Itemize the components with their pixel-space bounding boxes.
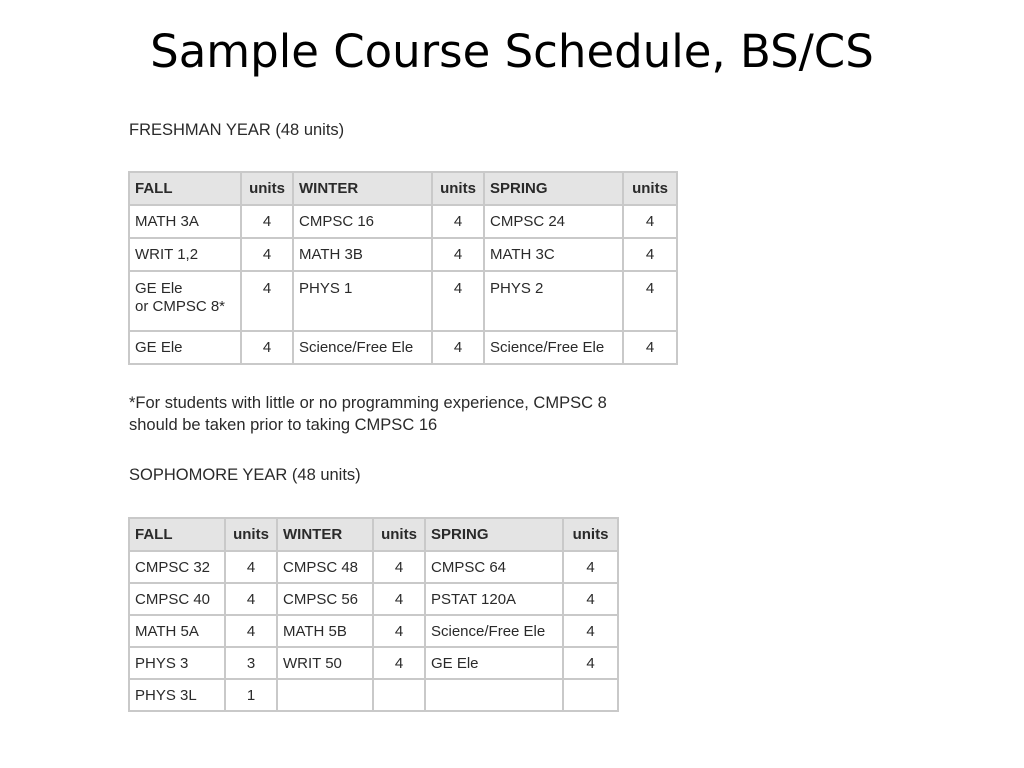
course-cell: MATH 3A — [129, 205, 241, 238]
units-cell: 1 — [225, 679, 277, 711]
course-cell: MATH 3B — [293, 238, 432, 271]
header-units: units — [432, 172, 484, 205]
units-cell: 4 — [563, 615, 618, 647]
course-cell: Science/Free Ele — [293, 331, 432, 364]
course-cell: CMPSC 24 — [484, 205, 623, 238]
units-cell: 4 — [623, 238, 677, 271]
course-cell: CMPSC 64 — [425, 551, 563, 583]
header-units: units — [563, 518, 618, 551]
table-row — [129, 679, 618, 711]
footnote-line: *For students with little or no programming experience, CMPSC 8 — [129, 394, 607, 412]
programming-experience-footnote — [129, 392, 607, 436]
units-cell: 4 — [225, 583, 277, 615]
header-units: units — [623, 172, 677, 205]
units-cell: 4 — [241, 331, 293, 364]
units-cell: 4 — [432, 238, 484, 271]
units-cell: 4 — [373, 615, 425, 647]
units-cell: 4 — [241, 205, 293, 238]
course-cell: MATH 5A — [129, 615, 225, 647]
units-cell — [373, 679, 425, 711]
header-spring: SPRING — [425, 518, 563, 551]
units-cell: 4 — [373, 647, 425, 679]
units-cell: 4 — [623, 331, 677, 364]
course-cell: Science/Free Ele — [484, 331, 623, 364]
course-cell: GE Ele — [425, 647, 563, 679]
course-cell: PHYS 2 — [484, 271, 623, 331]
course-cell: CMPSC 40 — [129, 583, 225, 615]
header-fall: FALL — [129, 518, 225, 551]
course-cell — [425, 679, 563, 711]
table-header-row — [129, 518, 618, 551]
table-row — [129, 647, 618, 679]
course-cell: MATH 3C — [484, 238, 623, 271]
units-cell: 4 — [373, 583, 425, 615]
table-row — [129, 615, 618, 647]
header-fall: FALL — [129, 172, 241, 205]
course-cell: CMPSC 56 — [277, 583, 373, 615]
units-cell: 4 — [432, 271, 484, 331]
units-cell: 3 — [225, 647, 277, 679]
units-cell: 4 — [432, 205, 484, 238]
units-cell: 4 — [563, 583, 618, 615]
sophomore-year-heading: SOPHOMORE YEAR (48 units) — [129, 466, 361, 484]
course-cell: PSTAT 120A — [425, 583, 563, 615]
course-cell: PHYS 3 — [129, 647, 225, 679]
table-row — [129, 205, 677, 238]
course-cell: GE Ele or CMPSC 8* — [129, 271, 241, 331]
course-cell: CMPSC 48 — [277, 551, 373, 583]
header-winter: WINTER — [293, 172, 432, 205]
header-units: units — [241, 172, 293, 205]
units-cell: 4 — [225, 551, 277, 583]
freshman-year-heading: FRESHMAN YEAR (48 units) — [129, 121, 345, 139]
table-row — [129, 331, 677, 364]
units-cell: 4 — [563, 647, 618, 679]
units-cell: 4 — [623, 271, 677, 331]
course-cell: GE Ele — [129, 331, 241, 364]
slide-title: Sample Course Schedule, BS/CS — [150, 25, 874, 78]
units-cell: 4 — [432, 331, 484, 364]
footnote-line: should be taken prior to taking CMPSC 16 — [129, 416, 438, 434]
units-cell: 4 — [241, 271, 293, 331]
sophomore-schedule-table — [128, 517, 619, 712]
course-cell — [277, 679, 373, 711]
table-row — [129, 271, 677, 331]
table-row — [129, 238, 677, 271]
units-cell: 4 — [225, 615, 277, 647]
table-row — [129, 551, 618, 583]
units-cell: 4 — [241, 238, 293, 271]
course-cell: WRIT 50 — [277, 647, 373, 679]
freshman-schedule-table — [128, 171, 678, 365]
units-cell: 4 — [373, 551, 425, 583]
course-cell: CMPSC 32 — [129, 551, 225, 583]
table-header-row — [129, 172, 677, 205]
units-cell: 4 — [623, 205, 677, 238]
course-cell: MATH 5B — [277, 615, 373, 647]
course-cell: Science/Free Ele — [425, 615, 563, 647]
header-winter: WINTER — [277, 518, 373, 551]
units-cell: 4 — [563, 551, 618, 583]
course-cell: CMPSC 16 — [293, 205, 432, 238]
header-spring: SPRING — [484, 172, 623, 205]
course-cell: PHYS 1 — [293, 271, 432, 331]
units-cell — [563, 679, 618, 711]
header-units: units — [225, 518, 277, 551]
header-units: units — [373, 518, 425, 551]
table-row — [129, 583, 618, 615]
course-cell: PHYS 3L — [129, 679, 225, 711]
course-cell: WRIT 1,2 — [129, 238, 241, 271]
